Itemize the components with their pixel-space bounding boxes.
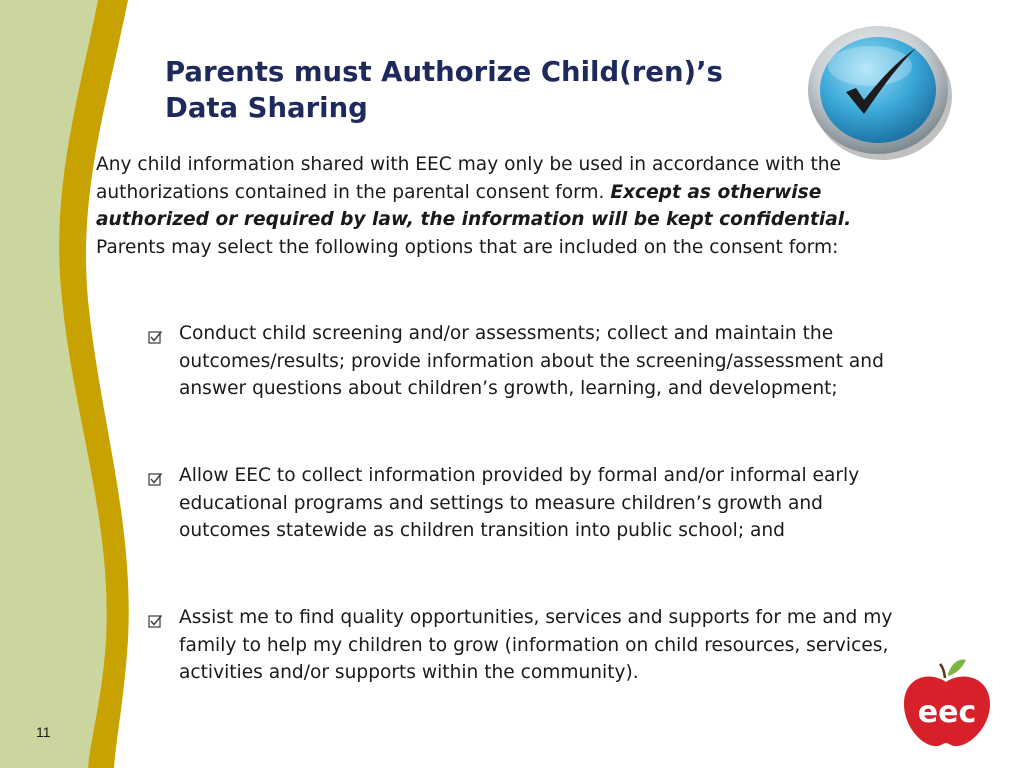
checkmark-badge-icon <box>800 14 960 164</box>
checkbox-icon <box>148 604 179 687</box>
intro-paragraph <box>96 151 906 261</box>
title-line-2: Data Sharing <box>165 92 368 124</box>
consent-option-3 <box>148 604 893 687</box>
consent-option-text: Conduct child screening and/or assessments; collect and maintain the outcomes/results; provide information about the screening/assessment and answer questions about children’s growth, learning, and development; <box>179 323 884 399</box>
checkbox-icon <box>148 320 179 403</box>
consent-option-text: Allow EEC to collect information provided by formal and/or informal early educational programs and settings to measure children’s growth and outcomes statewide as children transition into public school; and <box>179 465 860 541</box>
consent-option-2 <box>148 462 893 545</box>
intro-emphasis: Except as otherwise authorized or required by law, the information will be kept confidential. <box>96 181 852 230</box>
consent-option-text: Assist me to find quality opportunities, services and supports for me and my family to help my children to grow (information on child resources, services, activities and/or supports within the community). <box>179 607 893 683</box>
intro-text-2: Parents may select the following options that are included on the consent form: <box>96 236 839 258</box>
slide-title <box>165 54 815 126</box>
apple-logo-icon <box>898 654 994 750</box>
page-number: 11 <box>36 724 51 740</box>
logo-text: eec <box>917 695 977 730</box>
checkbox-icon <box>148 462 179 545</box>
decorative-side-band <box>0 0 140 768</box>
consent-option-1 <box>148 320 893 403</box>
intro-text-1: Any child information shared with EEC may only be used in accordance with the authorizations contained in the parental consent form. <box>96 154 841 203</box>
title-line-1: Parents must Authorize Child(ren)’s <box>165 56 723 88</box>
